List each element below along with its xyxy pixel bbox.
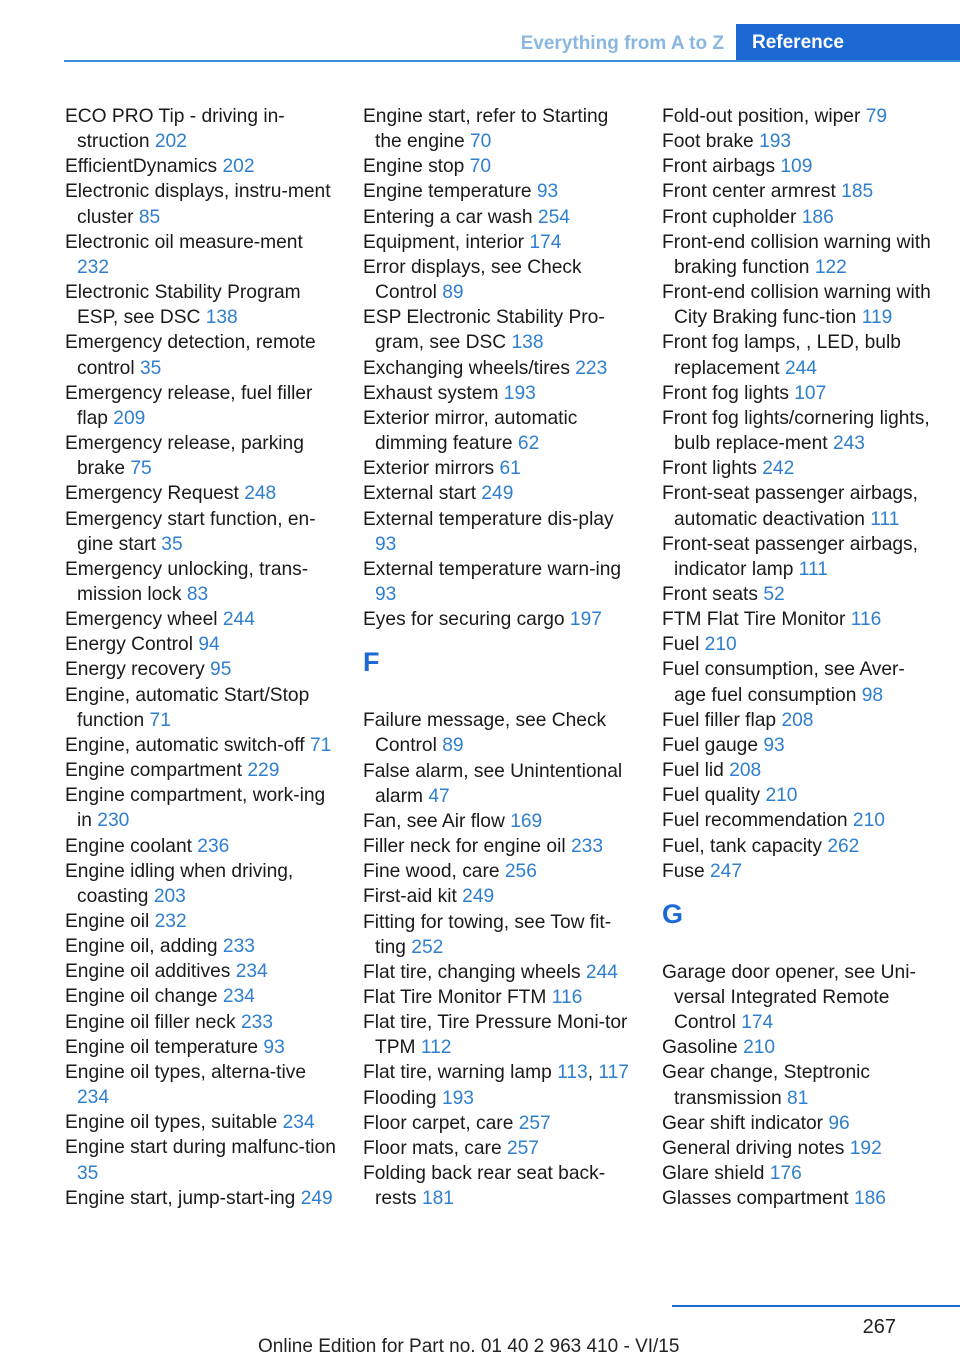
index-entry-term: Fuel, tank capacity (662, 835, 822, 857)
index-entry-term: External temperature warn-ing (363, 558, 622, 580)
index-entry (65, 834, 337, 859)
index-entry (662, 179, 934, 204)
header-chapter-tab: Reference (736, 24, 960, 60)
page-link[interactable]: 247 (710, 860, 743, 882)
index-entry-term: Electronic Stability Program ESP, see DSC (65, 282, 301, 329)
index-entry (65, 607, 337, 632)
index-entry (363, 910, 635, 960)
index-entry-term: Energy Control (65, 634, 193, 656)
page-link[interactable]: 93 (263, 1036, 285, 1058)
index-entry-term: Exterior mirrors (363, 458, 495, 480)
page-link[interactable]: 94 (198, 634, 220, 656)
index-entry (65, 179, 337, 229)
index-entry (662, 859, 934, 884)
page-link[interactable]: 193 (759, 131, 792, 153)
footer-rule (672, 1305, 960, 1307)
index-entry (65, 330, 337, 380)
page-link[interactable]: 233 (241, 1011, 274, 1033)
page-link[interactable]: 249 (481, 483, 514, 505)
page-link[interactable]: 109 (780, 156, 813, 178)
index-entry-term: Front fog lights (662, 382, 789, 404)
page-link[interactable]: 111 (870, 508, 900, 530)
index-entry (363, 1136, 635, 1161)
index-entry-term: Engine coolant (65, 835, 192, 857)
index-entry (363, 179, 635, 204)
index-entry (363, 255, 635, 305)
index-entry-term: Electronic displays, instru-ment cluster (65, 181, 331, 228)
index-entry-term: Fuel (662, 634, 700, 656)
index-entry (65, 1110, 337, 1135)
index-entry-term: Engine temperature (363, 181, 532, 203)
index-entry (363, 708, 635, 758)
index-entry-term: Engine oil temperature (65, 1036, 259, 1058)
index-entry-term: Emergency release, parking brake (65, 433, 304, 480)
index-entry (662, 280, 934, 330)
index-entry-term: Front center armrest (662, 181, 836, 203)
index-entry-term: Engine oil additives (65, 961, 231, 983)
index-entry (65, 683, 337, 733)
index-entry (65, 909, 337, 934)
index-entry (65, 557, 337, 607)
page-number: 267 (862, 1316, 896, 1338)
index-entry (65, 934, 337, 959)
index-entry (662, 330, 934, 380)
index-entry-term: Fuel recommendation (662, 810, 848, 832)
index-entry-term: Eyes for securing cargo (363, 609, 565, 631)
page-link[interactable]: 234 (222, 986, 255, 1008)
index-entry (65, 1135, 337, 1185)
index-entry (363, 154, 635, 179)
index-entry-term: Equipment, interior (363, 231, 525, 253)
index-entry-term: Engine oil (65, 911, 150, 932)
index-entry (662, 481, 934, 531)
index-entry-term: Engine compartment (65, 760, 243, 782)
index-entry-term: Front lights (662, 458, 757, 480)
page-link[interactable]: 208 (781, 709, 814, 731)
index-entry-term: Fold-out position, wiper (662, 106, 861, 127)
index-entry-term: Gear shift indicator (662, 1112, 824, 1134)
page-link[interactable]: 35 (139, 357, 162, 379)
index-entry-term: Emergency unlocking, trans-mission lock (65, 558, 309, 605)
index-entry-term: Exchanging wheels/tires (363, 357, 570, 379)
index-entry-term: Energy recovery (65, 659, 205, 681)
index-entry-term: Electronic oil measure-ment (65, 231, 303, 253)
index-entry-term: Engine compartment, work-ing in (65, 785, 326, 832)
page-link[interactable]: 232 (77, 256, 110, 278)
index-entry-term: Fuel consumption, see Aver-age fuel consumption (662, 659, 905, 706)
index-entry (65, 104, 337, 154)
index-entry (363, 1111, 635, 1136)
index-entry (662, 582, 934, 607)
index-entry-term: Exhaust system (363, 382, 499, 404)
index-entry-term: Emergency wheel (65, 609, 218, 631)
index-entry (65, 859, 337, 909)
page-link[interactable]: 233 (570, 836, 603, 858)
page-link[interactable]: 234 (282, 1112, 315, 1134)
page-link[interactable]: 256 (504, 861, 537, 883)
index-entry (363, 1010, 635, 1060)
index-entry-term: Fuel lid (662, 760, 724, 782)
index-entry-term: EfficientDynamics (65, 156, 218, 178)
index-entry (363, 859, 635, 884)
page-link[interactable]: 93 (536, 181, 559, 203)
index-entry (363, 960, 635, 985)
index-entry-term: Fuel quality (662, 785, 761, 807)
index-entry (662, 960, 934, 1035)
page-link[interactable]: 193 (503, 382, 536, 404)
index-entry (65, 1010, 337, 1035)
index-entry-term: False alarm, see Unintentional alarm (363, 760, 623, 807)
page-link[interactable]: 62 (517, 433, 540, 455)
index-entry-term: Emergency start function, en-gine start (65, 508, 316, 555)
index-entry (662, 1186, 934, 1211)
index-entry-term: Entering a car wash (363, 206, 533, 228)
index-entry-term: Engine, automatic Start/Stop function (65, 684, 310, 731)
index-entry (662, 1111, 934, 1136)
page-link[interactable]: 98 (861, 684, 884, 706)
index-entry-term: Folding back rear seat back-rests (363, 1163, 606, 1210)
page-link[interactable]: 230 (97, 810, 130, 832)
page-link[interactable]: 193 (441, 1087, 474, 1109)
index-entry-term: Engine, automatic switch-off (65, 734, 305, 756)
index-entry-term: External temperature dis-play (363, 508, 614, 530)
index-entry (662, 808, 934, 833)
index-entry: Flat tire, warning lamp 113, 117 (363, 1062, 629, 1084)
index-entry-term: Emergency Request (65, 483, 239, 505)
index-entry (662, 154, 934, 179)
index-entry (65, 733, 337, 758)
index-entry-term: Front-end collision warning with braking function (662, 231, 931, 278)
index-entry-term: Emergency release, fuel filler flap (65, 382, 313, 429)
index-entry-term: Failure message, see Check Control (363, 710, 607, 757)
page-link[interactable]: 186 (853, 1188, 886, 1210)
page-link[interactable]: 174 (741, 1012, 774, 1034)
index-entry-term: Flooding (363, 1087, 437, 1109)
page-link[interactable]: 35 (161, 533, 183, 555)
index-entry (662, 205, 934, 230)
page-link[interactable]: 85 (138, 206, 161, 228)
header-rule (64, 60, 960, 62)
index-entry (363, 356, 635, 381)
index-entry-term: Gear change, Steptronic transmission (662, 1062, 870, 1109)
index-entry (662, 1136, 934, 1161)
page-link[interactable]: 93 (375, 583, 397, 605)
index-entry (363, 381, 635, 406)
index-entry-term: Front-seat passenger airbags, indicator lamp (662, 533, 918, 580)
page-link[interactable]: 233 (222, 936, 255, 958)
page-link[interactable]: 176 (769, 1163, 802, 1185)
page-link[interactable]: 181 (421, 1188, 454, 1210)
index-entry (363, 481, 635, 506)
index-entry (662, 607, 934, 632)
index-entry-term: Flat tire, warning lamp (363, 1062, 552, 1084)
page-link[interactable]: 197 (569, 609, 602, 631)
page-link[interactable]: 61 (499, 458, 521, 480)
index-entry-term: Filler neck for engine oil (363, 836, 566, 858)
index-entry-term: Emergency detection, remote control (65, 332, 316, 379)
page-link[interactable]: 257 (506, 1137, 539, 1159)
index-entry (65, 959, 337, 984)
page-link[interactable]: 210 (765, 785, 798, 807)
page-link[interactable]: 52 (763, 583, 785, 605)
index-entry (363, 305, 635, 355)
page-link[interactable]: 244 (222, 609, 255, 631)
index-entry-term: Fuel filler flap (662, 709, 777, 731)
index-entry (65, 431, 337, 481)
index-entry-term: Engine oil, adding (65, 936, 218, 958)
page-link[interactable]: 174 (529, 231, 562, 253)
page-link[interactable]: 202 (154, 131, 187, 153)
index-entry (363, 607, 635, 632)
page-link[interactable]: 202 (222, 156, 255, 178)
index-entry (65, 481, 337, 506)
index-entry-term: Engine start, jump-start-ing (65, 1187, 296, 1209)
index-letter-heading: F (363, 647, 380, 678)
page-link[interactable]: 35 (77, 1162, 99, 1184)
index-column-2 (363, 104, 635, 1211)
page-link[interactable]: 96 (828, 1112, 850, 1134)
index-entry-term: Glasses compartment (662, 1188, 849, 1210)
page-link[interactable]: 83 (186, 583, 209, 605)
index-entry-term: Flat Tire Monitor FTM (363, 987, 547, 1008)
page-link[interactable]: 209 (113, 407, 146, 429)
page-link[interactable]: 236 (197, 835, 230, 857)
index-entry (662, 532, 934, 582)
index-entry (363, 1086, 635, 1111)
page-link[interactable]: 186 (801, 206, 834, 228)
index-entry-term: FTM Flat Tire Monitor (662, 609, 846, 631)
index-entry (662, 758, 934, 783)
page-link[interactable]: 169 (510, 810, 543, 832)
index-entry-term: Garage door opener, see Uni-versal Integrated Remote Control (662, 961, 916, 1034)
index-entry-term: Floor carpet, care (363, 1112, 514, 1134)
index-entry (662, 129, 934, 154)
page-link[interactable]: 119 (861, 307, 893, 329)
page-link[interactable]: 113 (557, 1062, 588, 1084)
index-entry (363, 884, 635, 909)
page-link[interactable]: 254 (537, 206, 570, 228)
index-entry-term: External start (363, 483, 477, 505)
index-entry-term: ECO PRO Tip - driving in-struction (65, 106, 285, 153)
page-link[interactable]: 47 (428, 785, 450, 807)
index-entry (65, 507, 337, 557)
index-entry (662, 733, 934, 758)
index-entry-term: Error displays, see Check Control (363, 256, 582, 304)
index-entry-term: General driving notes (662, 1137, 845, 1159)
index-entry (662, 381, 934, 406)
index-entry-term: ESP Electronic Stability Pro-gram, see DSC (363, 307, 605, 354)
page-link[interactable]: 252 (411, 936, 444, 958)
index-entry-term: Engine stop (363, 156, 465, 178)
page-link[interactable]: 112 (420, 1037, 452, 1059)
index-entry (662, 1035, 934, 1060)
page-link[interactable]: 138 (511, 332, 544, 354)
index-entry (662, 783, 934, 808)
index-entry-term: Engine oil change (65, 986, 218, 1008)
page-link[interactable]: 262 (827, 835, 860, 857)
index-entry-term: Front seats (662, 583, 758, 605)
index-entry-term: First-aid kit (363, 886, 457, 908)
index-entry (363, 985, 635, 1010)
page-link[interactable]: 71 (309, 734, 332, 756)
index-entry (65, 632, 337, 657)
page-link[interactable]: 244 (585, 961, 618, 983)
index-entry-term: Fitting for towing, see Tow fit-ting (363, 911, 612, 958)
index-entry (662, 1161, 934, 1186)
index-entry (65, 154, 337, 179)
page-link[interactable]: 257 (518, 1112, 551, 1134)
page-link[interactable]: 89 (442, 735, 464, 757)
index-entry-term: Gasoline (662, 1037, 738, 1059)
index-entry (662, 406, 934, 456)
index-entry (363, 104, 635, 154)
index-entry (662, 456, 934, 481)
index-entry (662, 104, 934, 129)
index-entry (65, 758, 337, 783)
page-link[interactable]: 111 (798, 558, 828, 580)
page-link[interactable]: 210 (743, 1037, 776, 1059)
index-entry (65, 783, 337, 833)
index-column-3 (662, 104, 934, 1211)
index-entry (363, 834, 635, 859)
page-link[interactable]: 138 (205, 307, 238, 329)
index-column-1 (65, 104, 337, 1211)
header-section-title: Everything from A to Z (520, 33, 724, 54)
page-link[interactable]: 93 (763, 734, 785, 756)
index-entry (363, 456, 635, 481)
index-entry (363, 230, 635, 255)
index-entry (363, 205, 635, 230)
page-link[interactable]: 223 (575, 357, 608, 379)
page-link[interactable]: 243 (832, 433, 865, 455)
page-link[interactable]: 71 (149, 709, 171, 731)
index-entry-term: Fuse (662, 860, 705, 882)
page-link[interactable]: 70 (469, 156, 492, 178)
page-link[interactable]: 79 (865, 106, 888, 127)
index-entry-term: Engine oil types, alterna-tive (65, 1061, 307, 1083)
index-entry-term: Front fog lamps, , LED, bulb replacement (662, 332, 901, 379)
index-entry (363, 809, 635, 834)
page-link[interactable]: 229 (247, 760, 280, 782)
index-entry-term: Engine start, refer to Starting the engine (363, 106, 609, 153)
page-link[interactable]: 107 (794, 382, 827, 404)
index-entry-term: Fine wood, care (363, 861, 500, 883)
index-entry-term: Glare shield (662, 1163, 765, 1185)
page-link[interactable]: 75 (130, 458, 152, 480)
index-entry (65, 230, 337, 280)
index-entry (662, 230, 934, 280)
index-entry-term: Floor mats, care (363, 1137, 502, 1159)
page-link[interactable]: 93 (375, 533, 397, 555)
index-entry (662, 632, 934, 657)
index-entry (65, 657, 337, 682)
page-link[interactable]: 89 (442, 282, 464, 304)
index-entry-term: Engine idling when driving, coasting (65, 860, 294, 907)
index-entry (363, 759, 635, 809)
page-link[interactable]: 185 (841, 181, 874, 203)
page-link[interactable]: 81 (787, 1087, 809, 1109)
index-entry-term: Fuel gauge (662, 734, 759, 756)
index-entry-term: Engine oil types, suitable (65, 1112, 278, 1134)
page-link[interactable]: 210 (852, 810, 885, 832)
index-entry (363, 507, 635, 557)
page-link[interactable]: 242 (762, 458, 795, 480)
index-entry-term: Flat tire, changing wheels (363, 961, 581, 983)
index-entry-term: Front airbags (662, 156, 776, 178)
page-link[interactable]: 232 (154, 911, 187, 932)
index-entry-term: Front-seat passenger airbags, automatic deactivation (662, 483, 918, 530)
index-entry-term: Foot brake (662, 131, 754, 153)
index-entry (65, 1186, 337, 1211)
page-link[interactable]: 234 (235, 961, 268, 983)
page-link[interactable]: 116 (850, 609, 882, 631)
page-link[interactable]: 70 (469, 131, 492, 153)
index-entry-term: Front fog lights/cornering lights, bulb replace-ment (662, 407, 930, 455)
page-link[interactable]: 203 (153, 885, 186, 907)
index-entry (65, 280, 337, 330)
page-link[interactable]: 117 (598, 1062, 629, 1084)
page-link[interactable]: 234 (77, 1087, 110, 1109)
index-entry (363, 1161, 635, 1211)
index-entry (662, 657, 934, 707)
index-entry (662, 708, 934, 733)
index-entry-term: Exterior mirror, automatic dimming feature (363, 407, 578, 455)
index-entry (65, 381, 337, 431)
index-entry (65, 1060, 337, 1110)
index-entry-term: Engine oil filler neck (65, 1011, 236, 1033)
index-entry (363, 557, 635, 607)
page-link[interactable]: 122 (814, 256, 847, 278)
page-link[interactable]: 116 (551, 987, 583, 1008)
index-entry-term: Flat tire, Tire Pressure Moni-tor TPM (363, 1012, 628, 1059)
index-entry (65, 984, 337, 1009)
index-entry (662, 1060, 934, 1110)
page-link[interactable]: 248 (244, 483, 277, 505)
page-link[interactable]: 244 (784, 357, 817, 379)
index-entry-term: Front-end collision warning with City Braking func-tion (662, 282, 931, 329)
index-entry-term: Engine start during malfunc-tion (65, 1137, 336, 1159)
page-link[interactable]: 192 (849, 1137, 882, 1159)
footer-edition-text: Online Edition for Part no. 01 40 2 963 410 - VI/15 (258, 1336, 680, 1357)
index-entry (363, 406, 635, 456)
index-entry-term: Front cupholder (662, 206, 797, 228)
page-link[interactable]: 249 (462, 886, 495, 908)
index-entry (65, 1035, 337, 1060)
page-link[interactable]: 208 (729, 760, 762, 782)
page-link[interactable]: 95 (210, 659, 232, 681)
index-entry-term: Fan, see Air flow (363, 810, 505, 832)
index-letter-heading: G (662, 898, 684, 929)
index-entry (662, 834, 934, 859)
page-link[interactable]: 249 (300, 1187, 333, 1209)
page-link[interactable]: 210 (704, 634, 737, 656)
